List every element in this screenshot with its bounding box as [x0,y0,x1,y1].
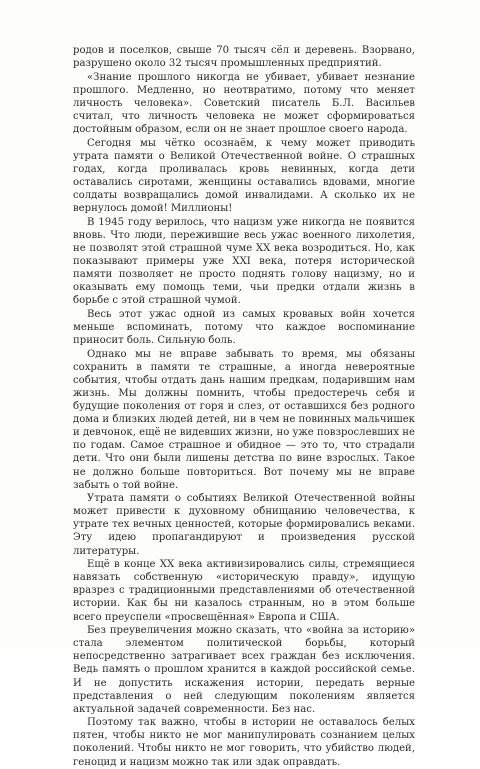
paragraph: Ещё в конце XX века активизировались силы, стремящиеся навязать собственную «историческую правду», идущую вразрез с традиционными представлениями об отечественной истории. Как бы ни казалось странным, но в этом больше всего преуспели «просвещённая» Европа и США. [73,559,415,623]
paragraph: Весь этот ужас одной из самых кровавых войн хочется меньше вспоминать, потому что каждое воспоминание приносит боль. Сильную боль. [73,308,415,347]
paragraph: Сегодня мы чётко осознаём, к чему может приводить утрата памяти о Великой Отечественной войне. О страшных годах, когда проливалась кровь невинных, когда дети оставались сиротами, женщины оставались вдовами, многие солдаты возвращались домой инвалидами. А сколько их не вернулось домой! Миллионы! [73,137,415,215]
paragraph: Без преувеличения можно сказать, что «война за историю» стала элементом политической борьбы, который непосредственно затрагивает всех граждан без исключения. Ведь память о прошлом хранится в каждой российской семье. И не допустить искажения истории, передать верные представления о ней следующим поколениям является актуальной задачей современности. Без нас. [73,625,415,715]
paragraph: Поэтому так важно, чтобы в истории не оставалось белых пятен, чтобы никто не мог манипулировать сознанием целых поколений. Чтобы никто не мог говорить, что убийство людей, геноцид и нацизм можно так или здак оправдать. [73,717,415,768]
paragraph: В 1945 году верилось, что нацизм уже никогда не появится вновь. Что люди, пережившие весь ужас военного лихолетия, не позволят этой страшной чуме XX века возродиться. Но, как показывают примеры уже XXI века, потеря исторической памяти позволяет не просто поднять голову нацизму, но и оказывать ему помощь теми, чьи предки отдали жизнь в борьбе с этой страшной чумой. [73,216,415,307]
body-text [73,44,415,769]
paragraph: Однако мы не вправе забывать то время, мы обязаны сохранить в памяти те страшные, а иногда невероятные события, чтобы отдать дань нашим предкам, подарившим нам жизнь. Мы должны помнить, чтобы предостеречь себя и будущие поколения от горя и слез, от оставшихся без родного дома и близких людей детей, ни в чем не повинных мальчишек и девчонок, ещё не видевших жизни, но уже повзрослевших не по годам. Самое страшное и обидное — это то, что страдали дети. Что они были лишены детства по вине взрослых. Такое не должно больше повториться. Вот почему мы не вправе забыть о той войне. [73,348,415,491]
paragraph: Утрата памяти о событиях Великой Отечественной войны может привести к духовному обнищанию человечества, к утрате тех вечных ценностей, которые формировались веками. Эту идею пропагандируют и произведения русской литературы. [73,493,415,557]
paragraph: «Знание прошлого никогда не убивает, убивает незнание прошлого. Медленно, но неотвратимо, потому что меняет личность человека». Советский писатель Б.Л. Васильев считал, что личность человека не может сформироваться достойным образом, если он не знает прошлое своего народа. [73,71,415,136]
paragraph: родов и поселков, свыше 70 тысяч сёл и деревень. Взорвано, разрушено около 32 тысяч промышленных предприятий. [73,45,415,70]
